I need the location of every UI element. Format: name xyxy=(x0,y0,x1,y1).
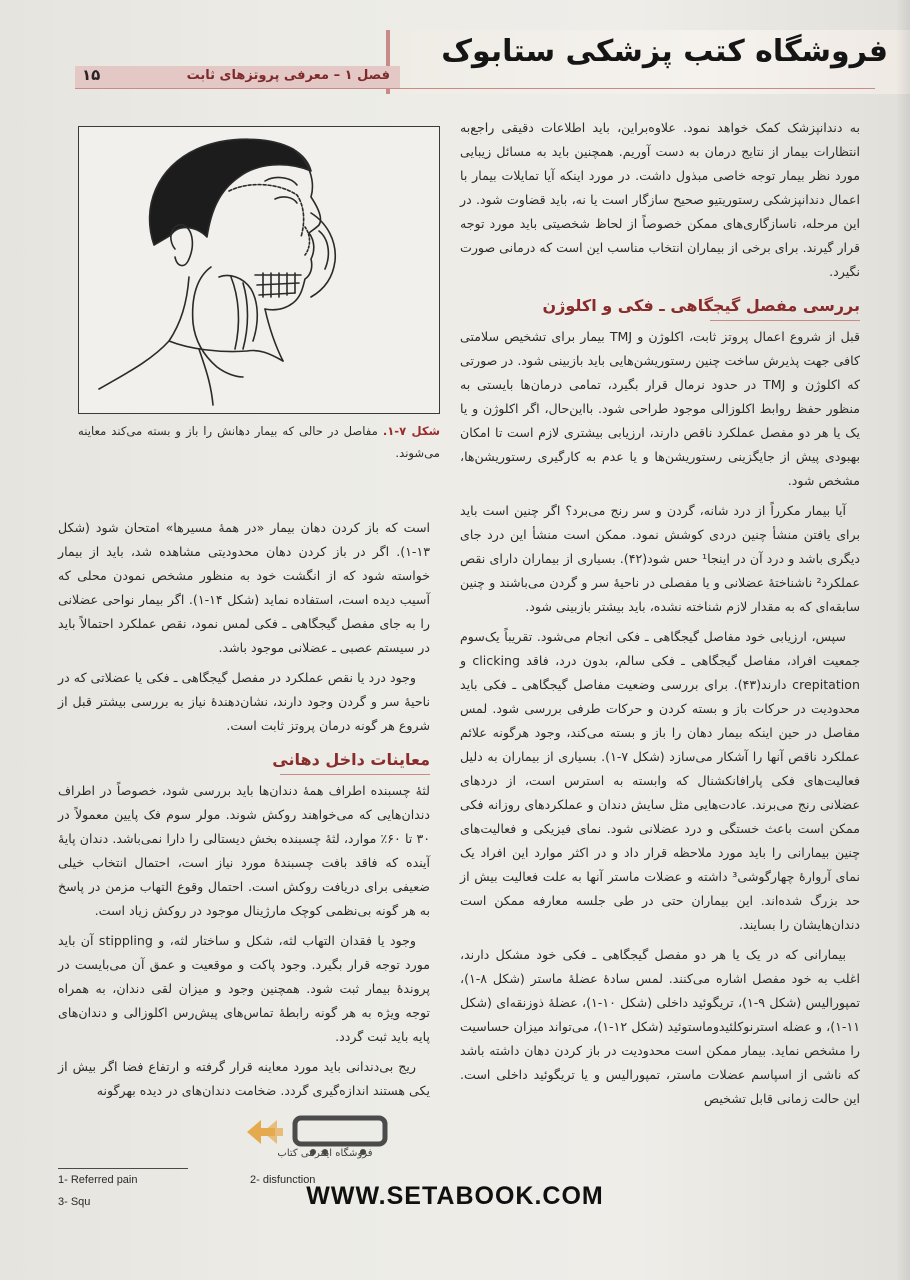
section-title-underline xyxy=(280,774,430,775)
section-title-tmj xyxy=(460,294,860,321)
footnote-rule xyxy=(58,1168,188,1169)
paragraph: بیمارانی که در یک یا هر دو مفصل گیجگاهی ـ فکی خود مشکل دارند، اغلب به خود مفصل اشاره می‌کنند. لمس سادهٔ عضلهٔ ماستر (شکل ۸-۱)، تمپورالیس (شکل ۹-۱)، تریگوئید داخلی (شکل ۱۰-۱)، عضلهٔ ذوزنقه‌ای (شکل ۱۱-۱)، و عضله استرنوکلئیدوماستوئید (شکل ۱۲-۱)، می‌تواند میزان حساسیت را مشخص نماید. بیمار ممکن است محدودیت در باز کردن دهان داشته باشد که ناشی از اسپاسم عضلات ماستر، تمپورالیس و یا تریگوئید داخلی است. این حالت زمانی قابل تشخیص xyxy=(460,947,861,1106)
intro-paragraph: به دندانپزشک کمک خواهد نمود. علاوه‌براین، باید اطلاعات دقیقی راجع‌به انتظارات بیمار از نتایج درمان به دست آوریم. همچنین باید به مسائل زیبایی مورد نظر بیمار توجه خاصی مبذول داشت. در مورد اینکه آیا تمایلات بیمار با اعمال دندانپزشکی رستوریتیو صحیح سازگار است یا نه، باید قضاوت شود. در این مرحله، ناسازگاری‌های ممکن خصوصاً از لحاظ شخصیتی باید مورد توجه قرار گیرند. برای برخی از بیماران انتخاب مناسب این است که درمانی صورت نگیرد. xyxy=(460,120,860,279)
right-column xyxy=(460,116,860,1117)
paragraph: وجود درد یا نقص عملکرد در مفصل گیجگاهی ـ فکی یا عضلاتی که در ناحیهٔ سر و گردن وجود دارند، نشان‌دهندهٔ نیاز به بررسی بیشتر قبل از شروع هر گونه درمان پروتز ثابت است. xyxy=(58,670,430,733)
left-column xyxy=(58,516,430,1109)
store-banner-title: فروشگاه کتب پزشکی ستابوک xyxy=(441,34,888,69)
figure-caption xyxy=(78,420,440,464)
footnote-1: 1- Referred pain xyxy=(58,1174,138,1186)
figure-1-7 xyxy=(78,126,440,414)
page-spine-shadow xyxy=(896,0,910,1280)
figure-caption-label: شکل ۷-۱. xyxy=(382,424,440,438)
section-title-intraoral-text: معاینات داخل دهانی xyxy=(272,750,430,769)
chapter-title: فصل ۱ – معرفی پروتزهای ثابت xyxy=(186,68,390,83)
paragraph: ریج بی‌دندانی باید مورد معاینه قرار گرفته و ارتفاع فضا اگر بیش از یکی هستند اندازه‌گیری گردد. ضخامت دندان‌های در دیده بهرگونه xyxy=(58,1059,430,1098)
paragraph: قبل از شروع اعمال پروتز ثابت، اکلوژن و TMJ بیمار برای تشخیص سلامتی کافی جهت پذیرش ساخت چنین رستوریشن‌هایی باید بازبینی شود. در صورتی که اکلوژن و TMJ در حدود نرمال قرار بگیرد، تمامی درمان‌ها بایستی به منظور حفظ روابط اکلوزالی موجود طراحی شود. بااین‌حال، اگر اکلوژن و یا یک یا هر دو مفصل عملکرد ناقص دارند، ارزیابی بیشتری لازم است تا امکان بهبودی پیش از جایگزینی رستوریشن‌ها و یا عدم به کارگیری رستوریشن‌ها، مشخص شود. xyxy=(460,329,860,488)
footnote-2: 2- disfunction xyxy=(250,1174,316,1186)
paragraph: است که باز کردن دهان بیمار «در همهٔ مسیرها» امتحان شود (شکل ۱۳-۱). اگر در باز کردن دهان محدودیتی مشاهده شد، باید از بیمار خواسته شود که از انگشت خود به منظور مشخص نمودن محلی که آسیب دیده است، استفاده نماید (شکل ۱۴-۱). اگر بیمار نواحی عضلانی را به جای مفصل گیجگاهی ـ فکی لمس نمود، نقص عملکرد احتمالاً باید در سیستم عصبی ـ عضلانی موجود باشد. xyxy=(58,520,430,655)
section-title-intraoral xyxy=(58,748,430,775)
watermark-url: WWW.SETABOOK.COM xyxy=(306,1182,604,1210)
tmj-examination-illustration xyxy=(79,127,439,413)
figure-caption-text: مفاصل در حالی که بیمار دهانش را باز و بسته می‌کند معاینه می‌شوند. xyxy=(78,424,440,460)
watermark-brand-text: فروشگاه اینترنتی کتاب xyxy=(277,1148,373,1159)
header-rule xyxy=(75,88,875,89)
paragraph: آیا بیمار مکرراً از درد شانه، گردن و سر رنج می‌برد؟ اگر چنین است باید برای یافتن منشأ چنین دردی کوشش نمود. ممکن است منشأ این درد جای دیگری باشد و درد آن در اینجا¹ حس شود(۴۲). بسیاری از بیماران دارای نقص عملکرد² ناشناختهٔ عضلانی و یا مفصلی در ناحیهٔ سر و گردن می‌باشند و چنین سابقه‌ای که به مقدار لازم شناخته نشده، باید بیشتر بازبینی شود. xyxy=(460,503,860,614)
section-title-tmj-text: بررسی مفصل گیجگاهی ـ فکی و اکلوژن xyxy=(542,296,860,315)
paragraph: وجود یا فقدان التهاب لثه، شکل و ساختار لثه، و stippling آن باید مورد توجه قرار بگیرد. وجود پاکت و موقعیت و عمق آن می‌بایست در پروندهٔ بیمار ثبت شود. همچنین وجود و میزان لقی دندان، به همراه توجه ویژه به هر گونه رابطهٔ تماس‌های پیش‌رس اکلوزالی و دندان‌های پایه باید ثبت گردد. xyxy=(58,933,430,1044)
paragraph: سپس، ارزیابی خود مفاصل گیجگاهی ـ فکی انجام می‌شود. تقریباً یک‌سوم جمعیت افراد، مفاصل گیجگاهی ـ فکی سالم، بدون درد، فاقد clicking و crepitation دارند(۴۳). برای بررسی وضعیت مفاصل گیجگاهی ـ فکی باید محدودیت در حرکات باز و بسته کردن و حرکات طرفی بررسی شود. لمس مفاصل در حین اینکه بیمار دهان را باز و بسته می‌کند، وجود هرگونه علائم عملکرد ناقص آنها را آشکار می‌سازد (شکل ۷-۱). بسیاری از بیماران به دلیل فعالیت‌های فکی پارافانکشنال که وابسته به استرس است، از دردهای عضلانی رنج می‌برند. عادت‌هایی مثل سایش دندان و عملکردهای روزانه فکی ممکن است باعث خستگی و درد عضلانی شود. نمای فیزیکی و فعالیت‌های چنین بیمارانی را باید مورد ملاحظه قرار داد و در اکثر موارد این افراد یک نمای آروارهٔ چهارگوشی³ داشته و عضلات ماستر آنها به علت فعالیت بیش از حد بزرگ شده‌اند. این بیماران حتی در طی جلسه معارفه ممکن است دندان‌هایشان را بسایند. xyxy=(460,629,860,932)
footnote-3: 3- Squ xyxy=(58,1196,91,1208)
paragraph: لثهٔ چسبنده اطراف همهٔ دندان‌ها باید بررسی شود، خصوصاً در اطراف دندان‌هایی که می‌خواهند روکش شوند. مولر سوم فک پایین معمولاً در ۳۰ تا ۶۰٪ موارد، لثهٔ چسبنده بخش دیستالی را دارا نمی‌باشد. دندان پایهٔ آینده که فاقد بافت چسبندهٔ مورد نیاز است، احتمال انتخاب خیلی ضعیفی برای دریافت روکش است. احتمال وقوع التهاب مزمن در پاسخ به هر گونه بی‌نظمی کوچک مارژینال موجود در روکش زیاد است. xyxy=(58,783,430,918)
page-number: ۱۵ xyxy=(82,66,101,84)
section-title-underline xyxy=(710,320,860,321)
setabook-logo-icon xyxy=(235,1112,395,1168)
